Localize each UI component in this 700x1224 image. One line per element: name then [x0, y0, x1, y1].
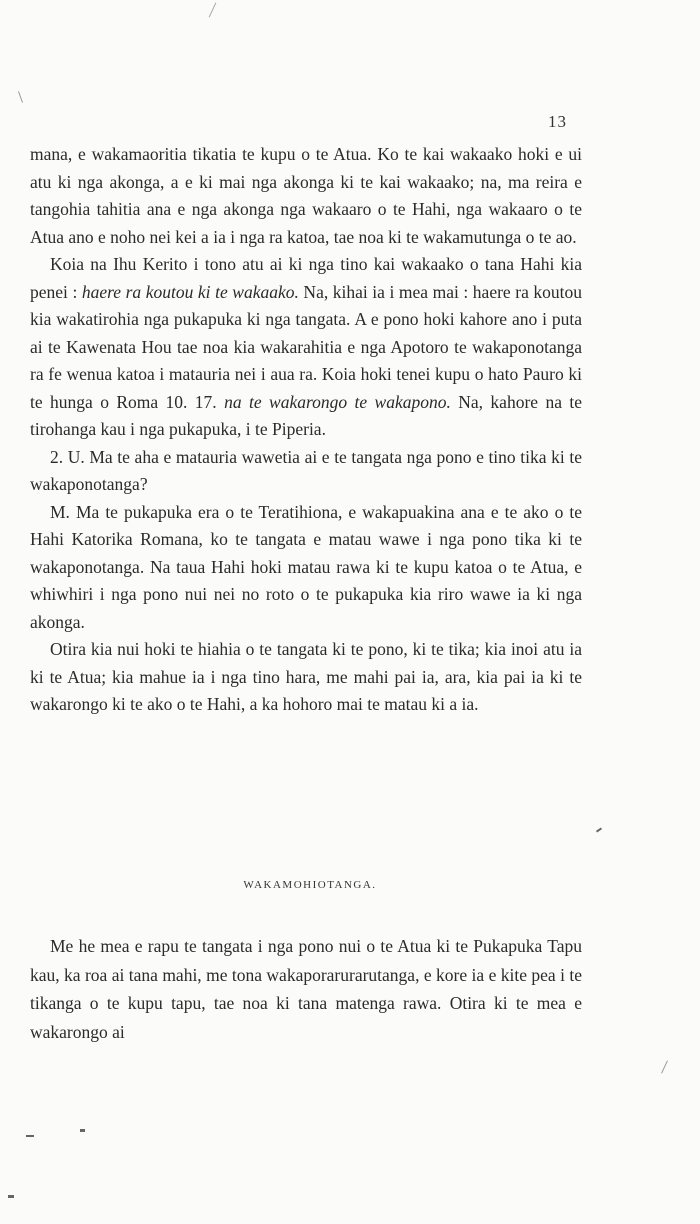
- paragraph-1: mana, e wakamaoritia tikatia te kupu o te Atua. Ko te kai wakaako hoki e ui atu ki nga akonga, a e ki mai nga akonga ki te kai wakaako; na, ma reira e tangohia tahitia ana e nga akonga nga wakaaro o te Hahi, nga wakaaro o te Atua ano e noho nei kei a ia i nga ra katoa, tae noa ki te wakamutunga o te ao.: [30, 144, 582, 247]
- section-heading: WAKAMOHIOTANGA.: [243, 879, 377, 891]
- scan-speck: [18, 91, 23, 103]
- paragraph-answer: M. Ma te pukapuka era o te Teratihiona, e wakapuakina ana e te ako o te Hahi Katorika Romana, ko te tangata e matau wawe i nga pono tika ki te wakaponotanga. Na taua Hahi hoki matau rawa ki te kupu katoa o te Atua, e whiwhiri i nga pono nui nei no roto o te pukapuka kia riro wawe ia ki nga akonga.: [30, 501, 582, 632]
- final-text: [30, 932, 582, 1046]
- paragraph-2-text-b: Na, kihai ia i mea mai : haere ra koutou kia wakatirohia nga pukapuka ki nga tangata. A e pono hoki kahore ano i puta ai te Kawenata Hou tae noa kia wakarahitia e nga Apotoro te wakaponotanga ra fe wenua katoa i matauria nei i aua ra. Koia hoki tenei kupu o hato Pauro ki te hunga o Roma 10. 17.: [30, 281, 582, 412]
- paragraph-2-text-c: Na, kahore na te tirohanga kau i nga pukapuka, i te Piperia.: [30, 391, 582, 439]
- paragraph-2: [30, 251, 582, 444]
- paragraph-2-italic-b: na te wakarongo te wakapono.: [224, 391, 451, 412]
- scan-speck: [80, 1129, 85, 1132]
- final-paragraph: Me he mea e rapu te tangata i nga pono nui o te Atua ki te Pukapuka Tapu kau, ka roa ai tana mahi, me tona wakaporarurarutanga, e kore ia e kite pea i te tikanga o te kupu tapu, tae noa ki tana matenga rawa. Otira ki te mea e wakarongo ai: [30, 936, 582, 1042]
- page-number: 13: [548, 112, 567, 131]
- paragraph-5: Otira kia nui hoki te hiahia o te tangata ki te pono, ki te tika; kia inoi atu ia ki te Atua; kia mahue ia i nga tino hara, me mahi pai ia, ara, kia pai ia ki te wakarongo ki te ako o te Hahi, a ka hohoro mai te matau ki a ia.: [30, 639, 582, 714]
- scan-speck: [8, 1195, 14, 1198]
- main-text: [30, 141, 582, 719]
- scan-speck: [26, 1135, 34, 1137]
- paragraph-2-text-a: Koia na Ihu Kerito i tono atu ai ki nga tino kai wakaako o tana Hahi kia penei :: [30, 254, 582, 302]
- scan-speck: [596, 827, 602, 832]
- scan-speck: [661, 1060, 668, 1073]
- paragraph-2-italic-a: haere ra koutou ki te wakaako.: [81, 281, 299, 302]
- scan-speck: [209, 3, 217, 18]
- paragraph-question: 2. U. Ma te aha e matauria wawetia ai e te tangata nga pono e tino tika ki te wakaponotanga?: [30, 446, 582, 494]
